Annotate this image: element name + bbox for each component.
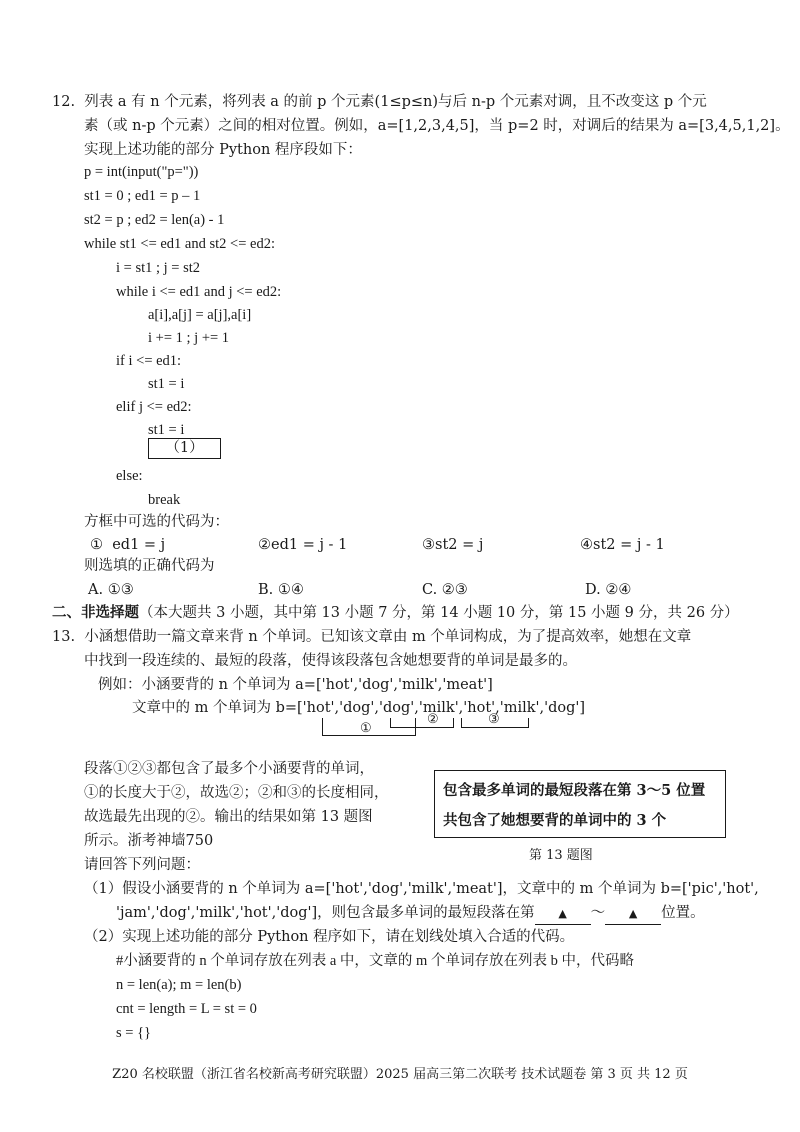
sub1-text: 'jam','dog','milk','hot','dog']，则包含最多单词的最短段落在第	[116, 905, 535, 921]
q13-explanation-line: 段落①②③都包含了最多个小涵要背的单词，	[84, 761, 374, 777]
q12-code-line: while st1 <= ed1 and st2 <= ed2:	[84, 236, 275, 252]
q12-options-intro: 方框中可选的代码为：	[84, 514, 229, 530]
segment-label-3: ③	[488, 712, 500, 727]
answer-blank-start: ▲	[535, 904, 591, 925]
q12-code-line: st1 = i	[148, 422, 185, 438]
q12-stem-line-1: 12. 列表 a 有 n 个元素，将列表 a 的前 p 个元素(1≤p≤n)与后 n-p 个元素对调，且不改变这 p 个元	[52, 94, 707, 110]
q13-explanation-line: ①的长度大于②，故选②；②和③的长度相同，	[84, 785, 389, 801]
output-line: 共包含了她想要背的单词中的 3 个	[443, 812, 667, 829]
q12-choice: A. ①③	[88, 582, 134, 598]
q12-choice: C. ②③	[422, 582, 468, 598]
section-heading	[52, 603, 739, 623]
q13-code-line: cnt = length = L = st = 0	[116, 1001, 257, 1017]
q13-sub1-line-1: （1）假设小涵要背的 n 个单词为 a=['hot','dog','milk','meat']，文章中的 m 个单词为 b=['pic','hot',	[84, 881, 759, 897]
section-title: 二、非选择题	[52, 604, 139, 621]
q13-stem-line-2: 中找到一段连续的、最短的段落，使得该段落包含她想要背的单词是最多的。	[84, 653, 577, 669]
q12-stem-line-2: 素（或 n-p 个元素）之间的相对位置。例如，a=[1,2,3,4,5]，当 p=2 时，对调后的结果为 a=[3,4,5,1,2]。	[84, 118, 790, 134]
q12-code-line: while i <= ed1 and j <= ed2:	[116, 284, 282, 300]
q13-explanation-line: 故选最先出现的②。输出的结果如第 13 题图	[84, 809, 373, 825]
q12-code-line: a[i],a[j] = a[j],a[i]	[148, 307, 252, 323]
answer-blank-box: （1）	[148, 438, 221, 459]
q13-code-line: #小涵要背的 n 个单词存放在列表 a 中，文章的 m 个单词存放在列表 b 中，代码略	[116, 953, 634, 969]
q12-code-line: p = int(input("p="))	[84, 164, 199, 180]
q13-explanation-line: 所示。浙考神墙750	[84, 833, 214, 849]
q12-code-line: i += 1 ; j += 1	[148, 330, 230, 346]
q12-code-line: elif j <= ed2:	[116, 399, 192, 415]
q12-code-line: else:	[116, 468, 143, 484]
q12-choice: B. ①④	[258, 582, 304, 598]
q13-sub2: （2）实现上述功能的部分 Python 程序如下，请在划线处填入合适的代码。	[84, 929, 575, 945]
output-result-box	[434, 770, 726, 838]
segment-bracket-2	[390, 718, 454, 728]
q12-code-option: ④st2 = j - 1	[580, 537, 665, 553]
q13-stem-line-1: 13. 小涵想借助一篇文章来背 n 个单词。已知该文章由 m 个单词构成，为了提高效率，她想在文章	[52, 629, 692, 645]
q12-stem-line-3: 实现上述功能的部分 Python 程序段如下：	[84, 142, 362, 158]
q13-code-line: s = {}	[116, 1025, 151, 1041]
figure-caption: 第 13 题图	[529, 848, 593, 863]
q12-code-line: i = st1 ; j = st2	[116, 260, 201, 276]
segment-label-1: ①	[360, 721, 372, 736]
page-footer: Z20 名校联盟（浙江省名校新高考研究联盟）2025 届高三第二次联考 技术试题卷 第 3 页 共 12 页	[112, 1067, 688, 1082]
q12-code-option: ②ed1 = j - 1	[258, 537, 348, 553]
output-line: 包含最多单词的最短段落在第 3～5 位置	[443, 782, 706, 799]
sub1-text-end: 位置。	[661, 905, 705, 921]
q12-code-option: ① ed1 = j	[90, 537, 166, 553]
q12-code-line: if i <= ed1:	[116, 353, 182, 369]
answer-blank-end: ▲	[605, 904, 661, 925]
q12-choice: D. ②④	[585, 582, 632, 598]
segment-label-2: ②	[427, 712, 439, 727]
q13-sub1-line-2	[116, 903, 705, 925]
q12-code-line: st1 = i	[148, 376, 185, 392]
q12-code-line: st1 = 0 ; ed1 = p – 1	[84, 188, 201, 204]
q13-ask: 请回答下列问题：	[84, 857, 200, 873]
q13-example-line-1: 例如：小涵要背的 n 个单词为 a=['hot','dog','milk','meat']	[98, 677, 493, 693]
q12-code-line: st2 = p ; ed2 = len(a) - 1	[84, 212, 225, 228]
section-description: （本大题共 3 小题，其中第 13 小题 7 分，第 14 小题 10 分，第 15 小题 9 分，共 26 分）	[139, 605, 739, 621]
q12-code-option: ③st2 = j	[422, 537, 484, 553]
range-sep: ～	[590, 905, 606, 921]
q12-code-line: break	[148, 492, 181, 508]
q13-code-line: n = len(a); m = len(b)	[116, 977, 242, 993]
q12-choose-intro: 则选填的正确代码为	[84, 558, 215, 574]
q13-example-line-2: 文章中的 m 个单词为 b=['hot','dog','dog','milk','hot','milk','dog']	[132, 700, 586, 716]
